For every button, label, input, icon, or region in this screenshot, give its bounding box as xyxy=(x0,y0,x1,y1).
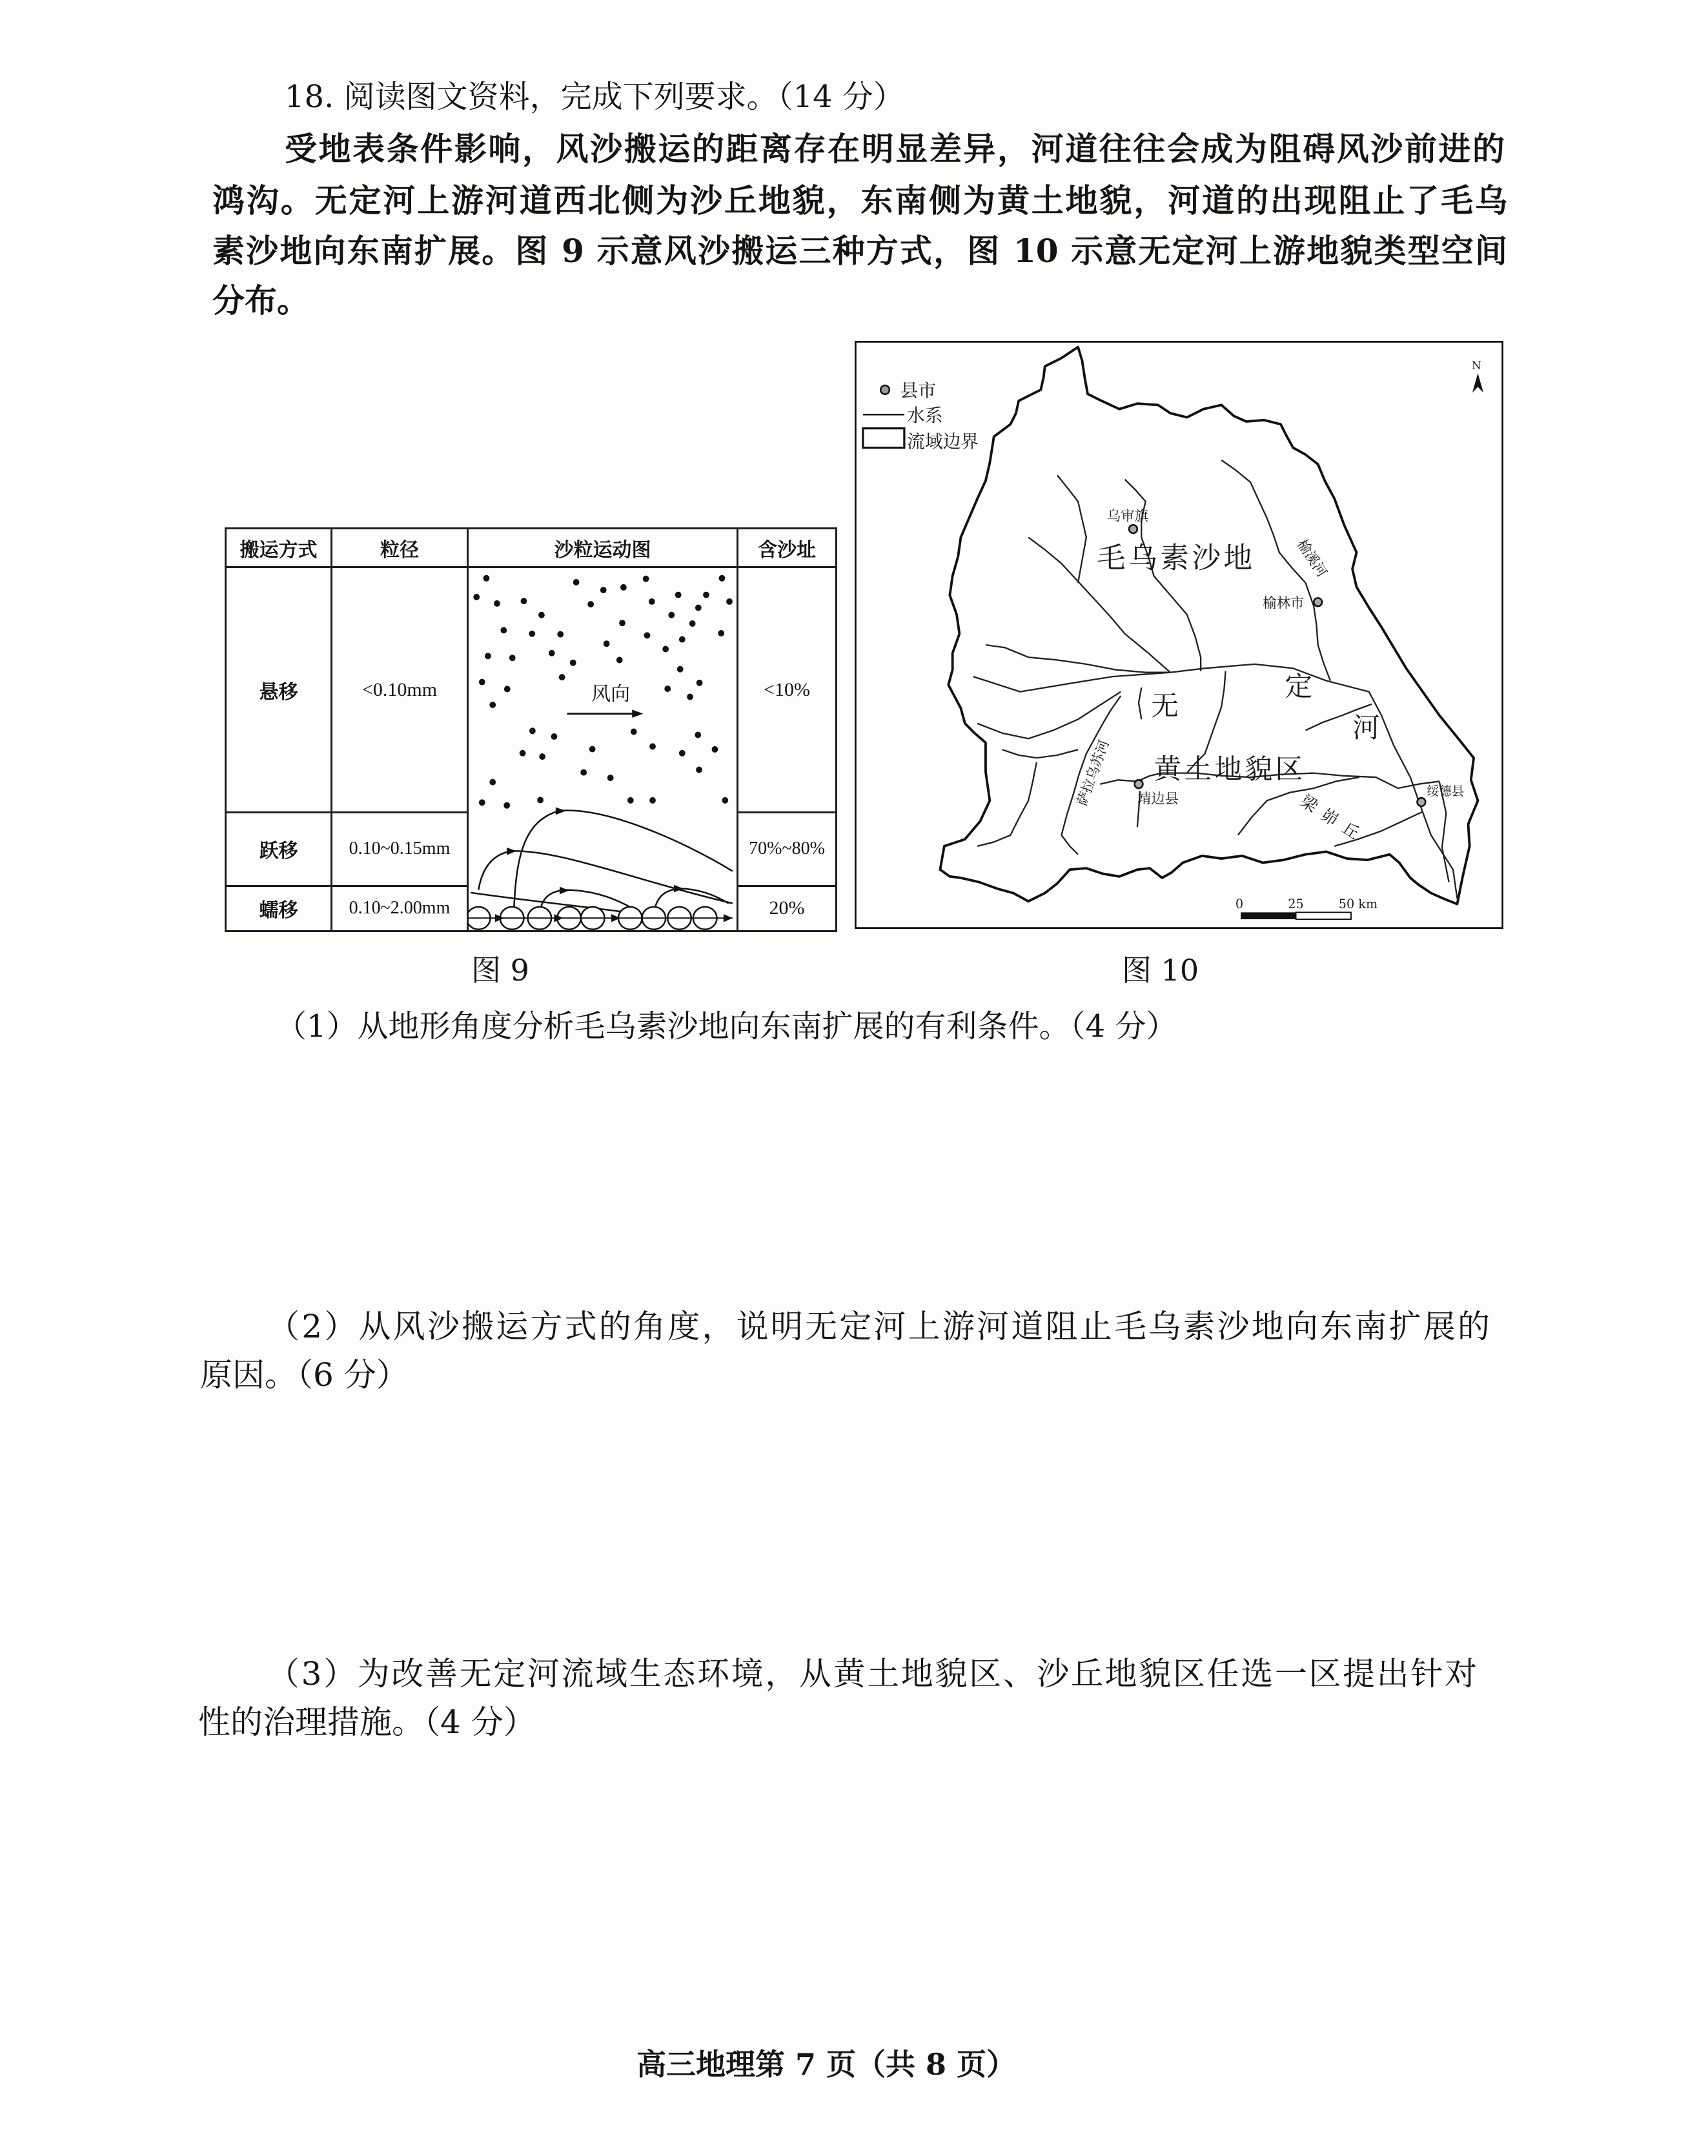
label-liangmao: 梁峁丘 xyxy=(1296,791,1370,848)
subquestion-2-line-2: 原因。（6 分） xyxy=(200,1356,409,1394)
sand-particle xyxy=(619,620,625,626)
grain-size-cell: 0.10~0.15mm xyxy=(332,813,468,886)
sand-particle xyxy=(649,797,656,804)
legend-boundary: 流域边界 xyxy=(907,431,979,453)
sand-particle xyxy=(677,666,684,673)
sand-particle xyxy=(479,799,485,806)
creep-particles xyxy=(469,907,733,930)
saltation-path xyxy=(471,893,640,914)
city-label: 绥德县 xyxy=(1427,783,1465,798)
wind-arrow xyxy=(567,709,644,717)
basin-map-svg xyxy=(855,341,1503,929)
sand-particle xyxy=(529,631,535,637)
sand-motion-svg xyxy=(469,568,737,930)
sand-particle xyxy=(503,802,510,809)
sand-particle xyxy=(559,674,565,680)
sand-share-cell: 20% xyxy=(738,886,837,931)
paragraph-line: 素沙地向东南扩展。图 9 示意风沙搬运三种方式，图 10 示意无定河上游地貌类型空间 xyxy=(212,232,1507,270)
label-river-ding: 定 xyxy=(1285,671,1313,704)
sand-particle xyxy=(489,702,496,708)
sand-particle xyxy=(712,746,718,753)
arrowhead xyxy=(507,848,516,855)
arrowhead xyxy=(674,885,684,893)
sand-particle xyxy=(509,655,516,661)
sand-particle xyxy=(539,753,545,760)
sand-particle xyxy=(695,731,701,738)
method-cell: 跃移 xyxy=(226,813,332,886)
question-title: 18. 阅读图文资料，完成下列要求。（14 分） xyxy=(285,79,904,115)
label-salawusu-river: 萨拉乌苏河 xyxy=(1073,738,1113,808)
sand-particle xyxy=(521,598,527,604)
sand-particle xyxy=(573,579,580,585)
subquestion-1: （1）从地形角度分析毛乌素沙地向东南扩展的有利条件。（4 分） xyxy=(276,1008,1177,1044)
sand-particle xyxy=(687,693,693,700)
sand-particle xyxy=(722,797,728,804)
sand-particle xyxy=(664,686,671,692)
subquestion-3-line-1: （3）为改善无定河流域生态环境，从黄土地貌区、沙丘地貌区任选一区提出针对 xyxy=(267,1655,1477,1693)
sand-particle xyxy=(549,650,555,656)
sand-particle xyxy=(703,592,709,598)
table-row xyxy=(226,567,837,813)
label-river-wu: 无 xyxy=(1151,689,1179,722)
subquestion-3-line-2: 性的治理措施。（4 分） xyxy=(198,1703,536,1741)
sand-particle xyxy=(538,612,545,618)
sand-particle xyxy=(649,598,655,605)
sand-particle xyxy=(644,632,651,638)
sand-particle xyxy=(600,587,607,593)
sand-particle xyxy=(580,769,587,776)
page-footer: 高三地理第 7 页（共 8 页） xyxy=(636,2047,1017,2082)
legend-city: 县市 xyxy=(900,380,937,402)
sand-particle xyxy=(696,767,702,773)
header-motion-diagram: 沙粒运动图 xyxy=(468,529,738,567)
sand-share-cell: 70%~80% xyxy=(738,813,837,886)
sand-particle xyxy=(551,733,558,740)
legend-river: 水系 xyxy=(907,404,943,426)
sand-particle xyxy=(718,630,724,636)
sand-particle xyxy=(479,679,485,686)
city-label: 靖边县 xyxy=(1137,791,1179,808)
sand-particle xyxy=(483,575,490,582)
city-dot-icon xyxy=(1129,525,1137,533)
city-label: 榆林市 xyxy=(1263,595,1305,612)
creep-arrowhead xyxy=(724,914,733,922)
sand-particle xyxy=(537,797,544,803)
table-header-row xyxy=(226,529,837,567)
arrowhead xyxy=(560,887,569,895)
sand-particle xyxy=(520,750,526,757)
wind-label: 风向 xyxy=(591,683,630,706)
sand-particle xyxy=(620,584,627,591)
header-grain-size: 粒径 xyxy=(332,529,468,567)
header-sand-share: 含沙址 xyxy=(738,529,837,567)
subquestion-2-line-1: （2）从风沙搬运方式的角度，说明无定河上游河道阻止毛乌素沙地向东南扩展的 xyxy=(267,1308,1490,1345)
sand-particle xyxy=(675,592,682,598)
sand-particle xyxy=(557,631,564,638)
sand-particle xyxy=(494,600,500,607)
method-cell: 蠕移 xyxy=(226,886,332,931)
label-sandland: 毛乌素沙地 xyxy=(1096,540,1256,575)
header-method: 搬运方式 xyxy=(226,529,332,567)
sand-particle xyxy=(643,576,649,582)
figure-10-map xyxy=(855,341,1503,929)
sand-share-cell: <10% xyxy=(738,567,837,813)
sand-particle xyxy=(726,598,733,605)
figure-10-caption: 图 10 xyxy=(1122,953,1199,988)
sand-particle xyxy=(616,657,623,664)
label-yuxi-river: 榆溪河 xyxy=(1294,536,1330,580)
sand-particle xyxy=(696,680,703,686)
arrowhead xyxy=(556,808,566,815)
sand-particle xyxy=(662,646,669,653)
sand-particle xyxy=(504,686,511,692)
scale-label: 25 xyxy=(1288,896,1304,911)
paragraph-line: 分布。 xyxy=(212,281,309,320)
city-label: 乌审旗 xyxy=(1106,508,1148,525)
sand-particle xyxy=(500,627,507,633)
sand-particle xyxy=(689,620,696,627)
sand-particle xyxy=(719,575,726,582)
scale-label: 50 km xyxy=(1338,896,1378,911)
sand-particle xyxy=(489,779,496,786)
figure-9-table xyxy=(225,527,837,932)
saltation-paths xyxy=(471,808,733,914)
city-dot-icon xyxy=(1135,780,1143,788)
sand-motion-diagram xyxy=(468,567,738,931)
grain-size-cell: 0.10~2.00mm xyxy=(332,886,468,931)
sand-particle xyxy=(607,775,614,781)
grain-size-cell: <0.10mm xyxy=(332,567,468,813)
sand-particle xyxy=(627,797,634,804)
scale-bar-white xyxy=(1296,912,1351,919)
sand-particle xyxy=(695,605,702,611)
label-river-he: 河 xyxy=(1352,712,1380,745)
city-dot-icon xyxy=(1314,598,1322,606)
city-symbol-icon xyxy=(880,385,890,394)
sand-particle xyxy=(473,594,480,600)
sand-particle xyxy=(668,612,675,618)
sand-particle xyxy=(529,727,536,734)
sand-particle xyxy=(679,750,686,757)
sand-particle xyxy=(649,743,656,749)
scale-label: 0 xyxy=(1235,896,1244,911)
figure-9-caption: 图 9 xyxy=(471,953,529,988)
sand-particle xyxy=(485,653,491,659)
paragraph-line: 受地表条件影响，风沙搬运的距离存在明显差异，河道往往会成为阻碍风沙前进的 xyxy=(285,130,1505,168)
north-label: N xyxy=(1471,359,1481,372)
city-dot-icon xyxy=(1417,798,1425,806)
map-frame xyxy=(855,341,1503,928)
sand-particle xyxy=(631,729,637,735)
sand-particle xyxy=(589,746,596,753)
label-loess: 黄土地貌区 xyxy=(1154,753,1306,786)
paragraph-line: 鸿沟。无定河上游河道西北侧为沙丘地貌，东南侧为黄土地貌，河道的出现阻止了毛乌 xyxy=(212,181,1507,219)
sand-particle xyxy=(604,640,610,647)
sand-particle xyxy=(679,636,686,643)
scale-bar-black xyxy=(1241,912,1296,919)
method-cell: 悬移 xyxy=(226,567,332,813)
sand-particle xyxy=(587,601,594,607)
sand-particle xyxy=(570,660,576,666)
